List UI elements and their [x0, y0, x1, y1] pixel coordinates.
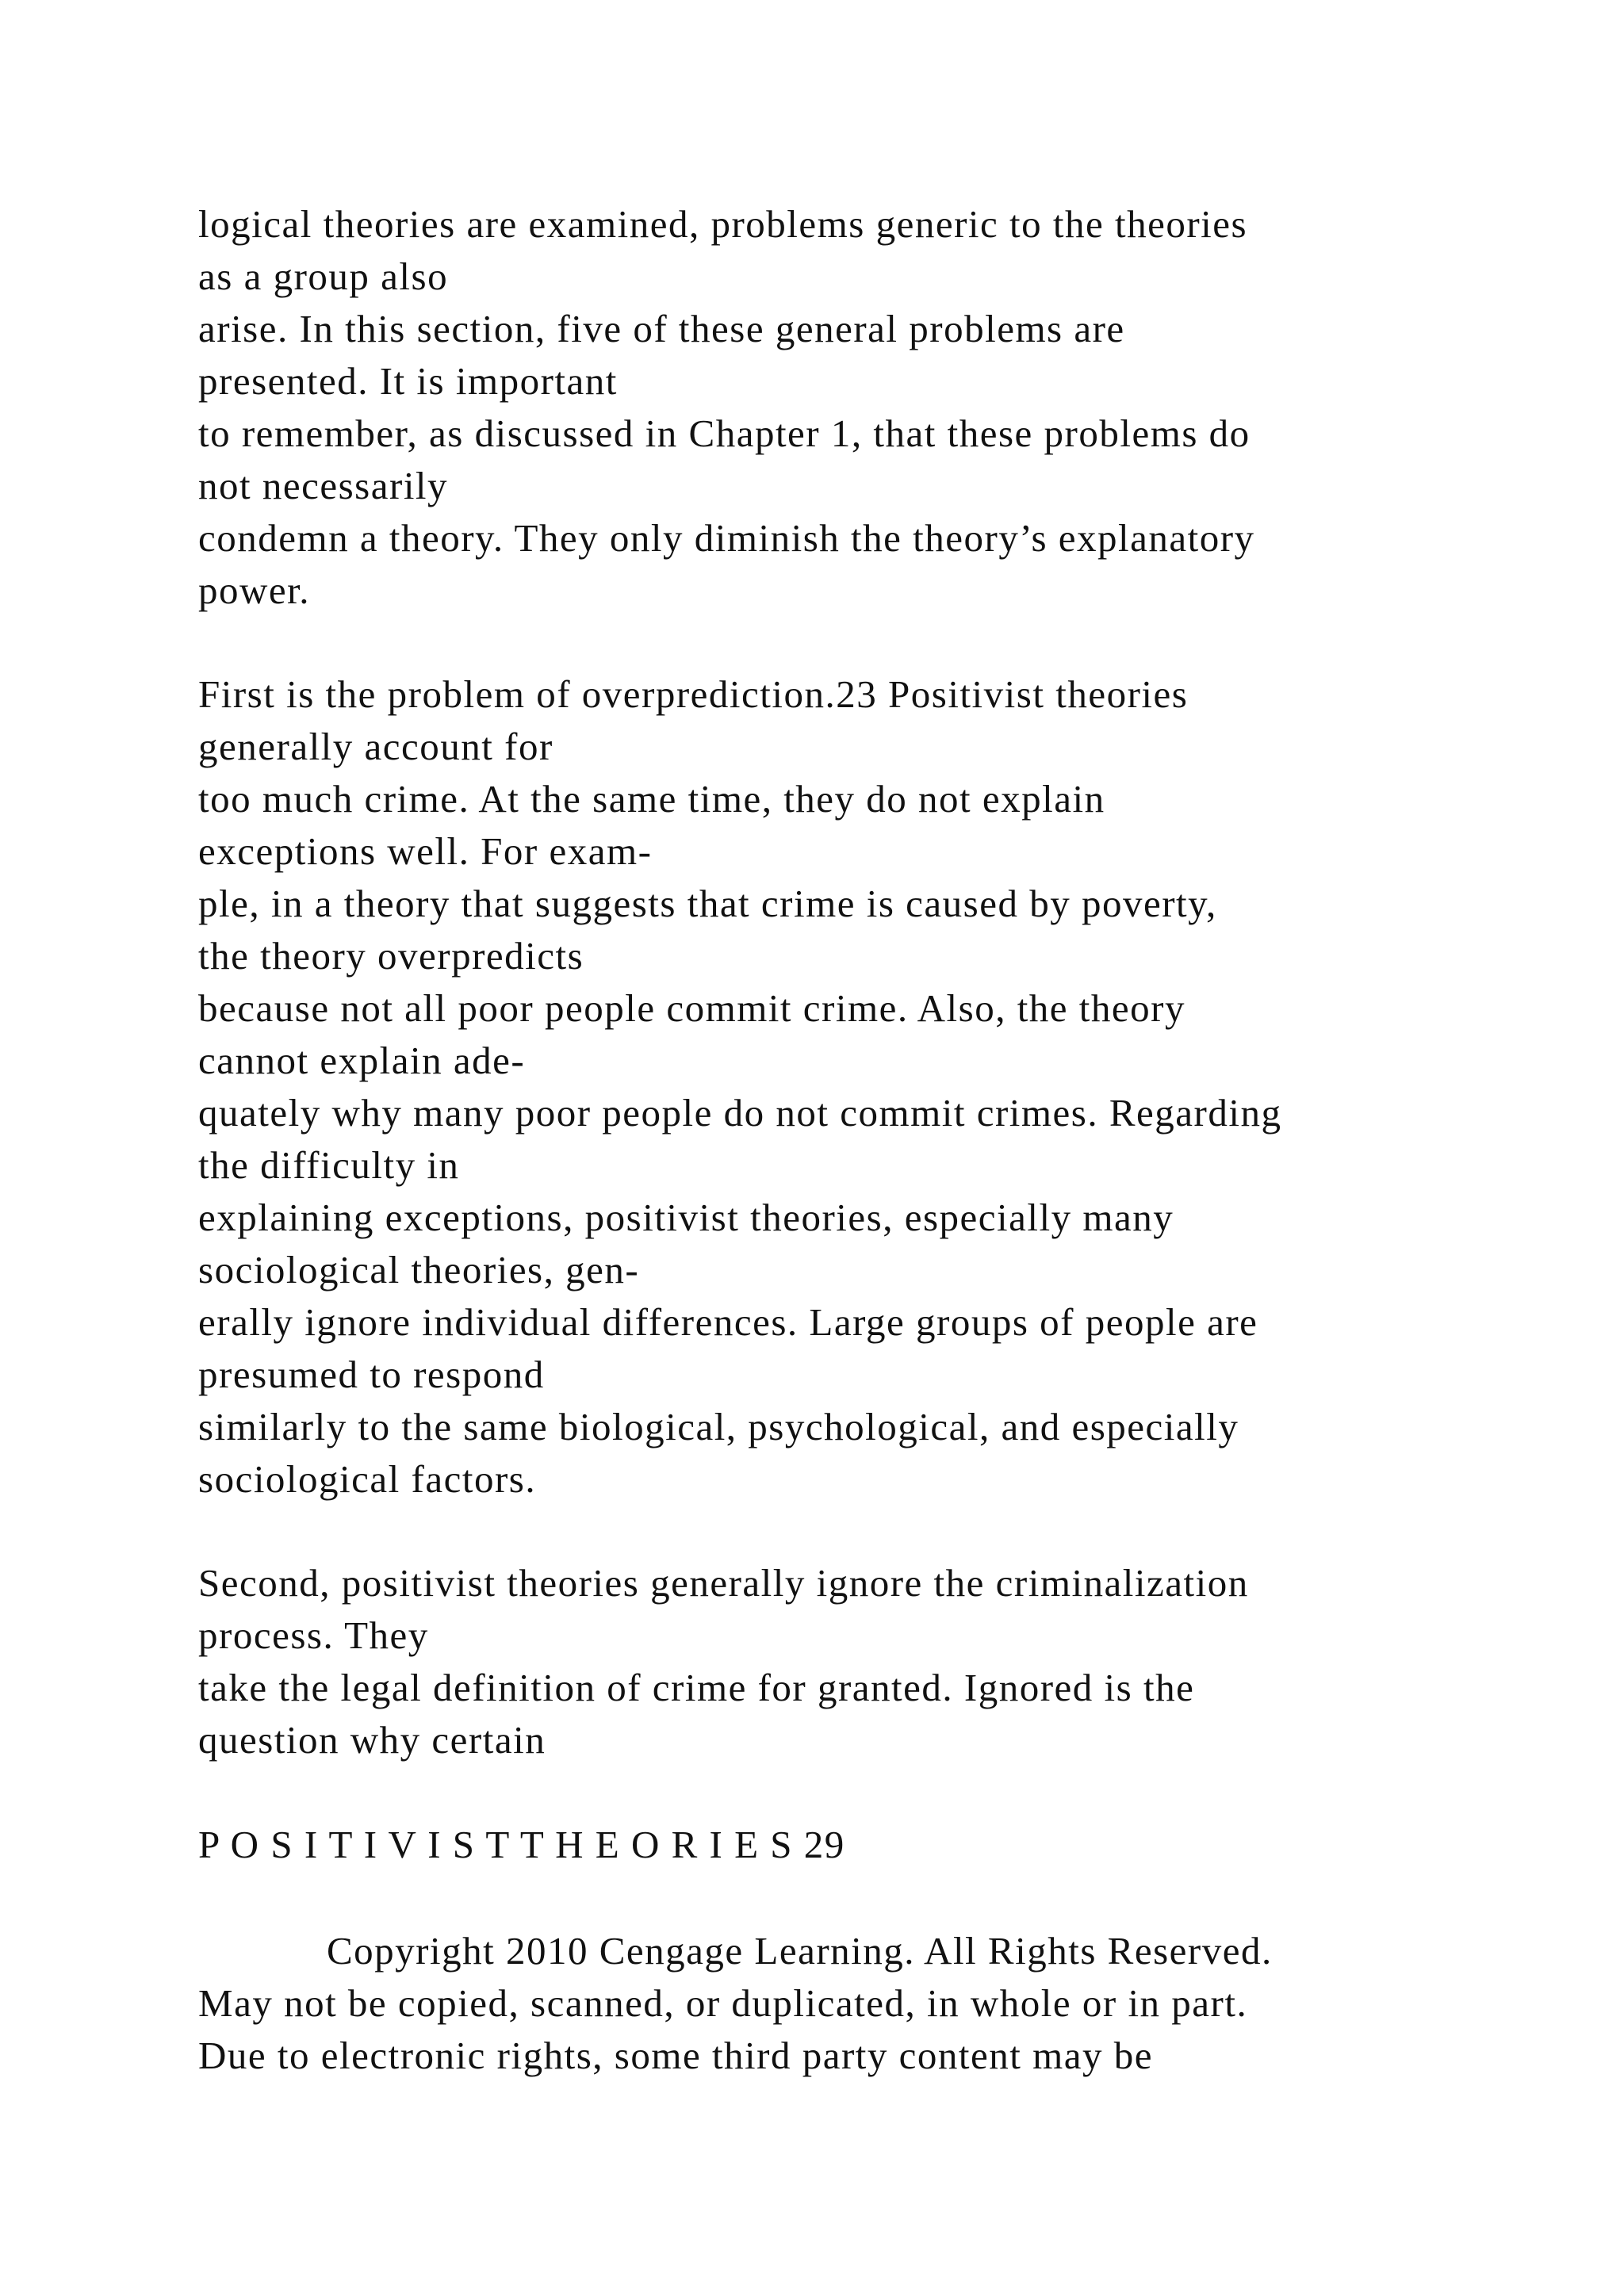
text-line: generally account for [198, 725, 553, 768]
text-line: explaining exceptions, positivist theories, especially many [198, 1196, 1174, 1239]
text-line: the difficulty in [198, 1143, 460, 1187]
text-line: sociological theories, gen- [198, 1248, 640, 1292]
text-line: quately why many poor people do not commit crimes. Regarding [198, 1091, 1282, 1135]
text-line: not necessarily [198, 464, 449, 507]
text-line: Second, positivist theories generally ignore the criminalization [198, 1561, 1249, 1605]
text-line: because not all poor people commit crime. Also, the theory [198, 986, 1185, 1030]
text-line: cannot explain ade- [198, 1039, 526, 1082]
copyright-line: Due to electronic rights, some third party content may be [198, 2034, 1154, 2077]
text-line: erally ignore individual differences. Large groups of people are [198, 1300, 1258, 1344]
text-line: arise. In this section, five of these general problems are [198, 307, 1125, 350]
text-line: to remember, as discussed in Chapter 1, that these problems do [198, 411, 1251, 455]
text-line: question why certain [198, 1718, 546, 1762]
copyright-notice [198, 1925, 1594, 2082]
text-line: too much crime. At the same time, they do not explain [198, 777, 1105, 821]
running-footer-text: P O S I T I V I S T T H E O R I E S 29 [198, 1823, 845, 1866]
text-line: as a group also [198, 254, 449, 298]
text-line: presented. It is important [198, 359, 618, 403]
paragraph-1 [198, 198, 1594, 617]
text-line: presumed to respond [198, 1353, 545, 1396]
paragraph-2 [198, 668, 1594, 1506]
text-line: First is the problem of overprediction.23 Positivist theories [198, 672, 1189, 716]
copyright-line: May not be copied, scanned, or duplicated, in whole or in part. [198, 1981, 1248, 2025]
copyright-line: Copyright 2010 Cengage Learning. All Rights Reserved. [327, 1929, 1273, 1973]
text-line: power. [198, 568, 310, 612]
paragraph-3 [198, 1557, 1594, 1766]
text-line: exceptions well. For exam- [198, 829, 653, 873]
text-line: process. They [198, 1613, 429, 1657]
text-line: condemn a theory. They only diminish the theory’s explanatory [198, 516, 1255, 560]
running-footer [198, 1819, 1594, 1871]
text-line: ple, in a theory that suggests that crime is caused by poverty, [198, 882, 1217, 925]
text-line: sociological factors. [198, 1457, 537, 1501]
text-line: the theory overpredicts [198, 934, 584, 978]
text-line: take the legal definition of crime for granted. Ignored is the [198, 1666, 1195, 1709]
text-line: similarly to the same biological, psychological, and especially [198, 1405, 1239, 1448]
text-line: logical theories are examined, problems generic to the theories [198, 202, 1248, 246]
